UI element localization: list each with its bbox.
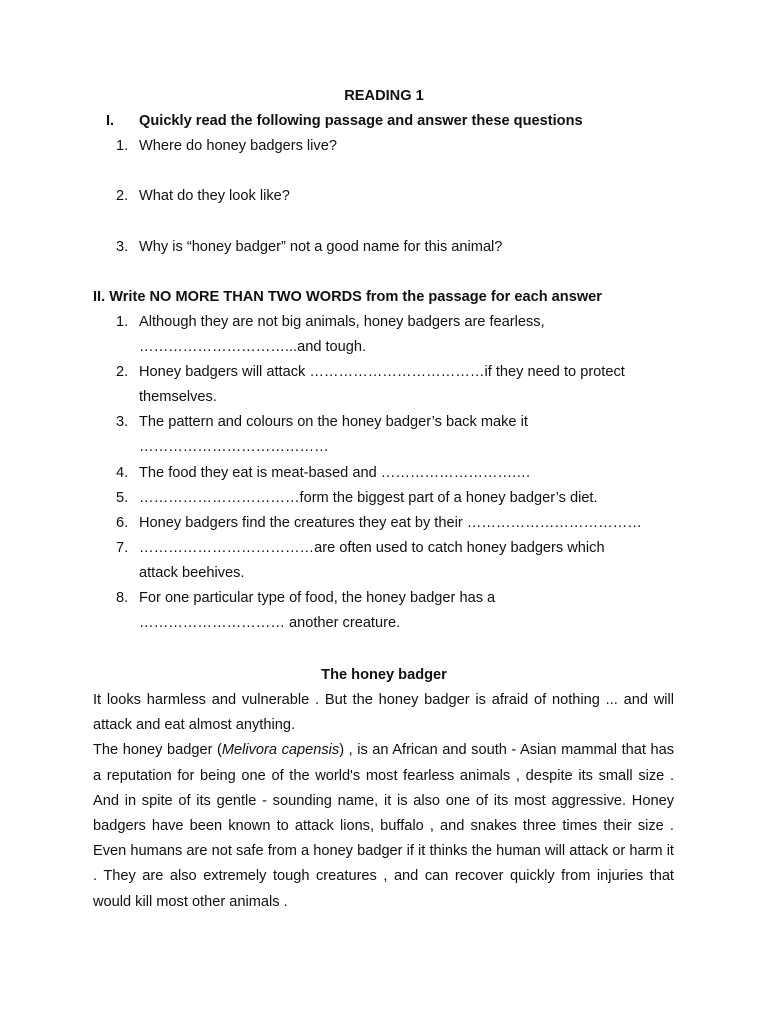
scientific-name: Melivora capensis [221,742,340,759]
section2-heading: II. Write NO MORE THAN TWO WORDS from the passage for each answer [93,289,602,305]
item-line: ………………………………are often used to catch honey badgers which [139,540,605,556]
item-line: ………………………………… [139,439,329,455]
passage-paragraph [93,738,674,914]
item-line: themselves. [139,389,217,405]
question-text: What do they look like? [139,188,290,204]
question-text: Why is “honey badger” not a good name for this animal? [139,239,503,255]
page-title: READING 1 [344,88,424,104]
item-number: 5. [116,490,129,506]
passage-text: ) , is an African and south - Asian mammal that has a reputation for being one of the world's most fearless animals , despite its small size . And in spite of its gentle - sounding name, it is also one of its most aggressive. Honey badgers have been known to attack lions, buffalo , and snakes three times their size . Even humans are not safe from a honey badger if it thinks the human will attack or harm it . They are also extremely tough creatures , and can recover quickly from injuries that would kill most other animals . [93,742,675,910]
item-text [139,310,679,360]
passage-title: The honey badger [321,667,447,683]
question-number: 1. [116,138,129,154]
reading-passage [93,688,674,915]
item-line: …………………………...and tough. [139,339,367,355]
item-number: 1. [116,314,129,330]
item-line: ……………………………form the biggest part of a honey badger’s diet. [139,490,598,506]
item-line: Although they are not big animals, honey badgers are fearless, [139,314,545,330]
item-line: For one particular type of food, the honey badger has a [139,590,496,606]
item-line: attack beehives. [139,565,245,581]
item-line: The pattern and colours on the honey badger’s back make it [139,414,528,430]
section1-heading [106,111,583,131]
item-line: Honey badgers find the creatures they eat by their ……………………………… [139,515,642,531]
item-number: 2. [116,364,129,380]
item-line: Honey badgers will attack ………………………………if they need to protect [139,364,625,380]
item-text [139,536,679,586]
item-line: ………………………… another creature. [139,615,401,631]
section1-heading-text: Quickly read the following passage and answer these questions [139,113,583,129]
question-number: 2. [116,188,129,204]
passage-paragraph: It looks harmless and vulnerable . But the honey badger is afraid of nothing ... and will attack and eat almost anything. [93,692,674,734]
item-text [139,586,679,636]
item-text [139,410,679,460]
item-number: 6. [116,515,129,531]
item-number: 3. [116,414,129,430]
item-text [139,360,679,410]
item-text [139,461,679,486]
section1-roman-numeral: I. [106,113,115,129]
item-text [139,511,679,536]
item-line: The food they eat is meat-based and ……………………….… [139,465,531,481]
item-number: 4. [116,465,129,481]
item-number: 8. [116,590,129,606]
question-text: Where do honey badgers live? [139,138,337,154]
item-number: 7. [116,540,129,556]
question-number: 3. [116,239,129,255]
passage-text: The honey badger ( [93,742,222,759]
item-text [139,486,679,511]
